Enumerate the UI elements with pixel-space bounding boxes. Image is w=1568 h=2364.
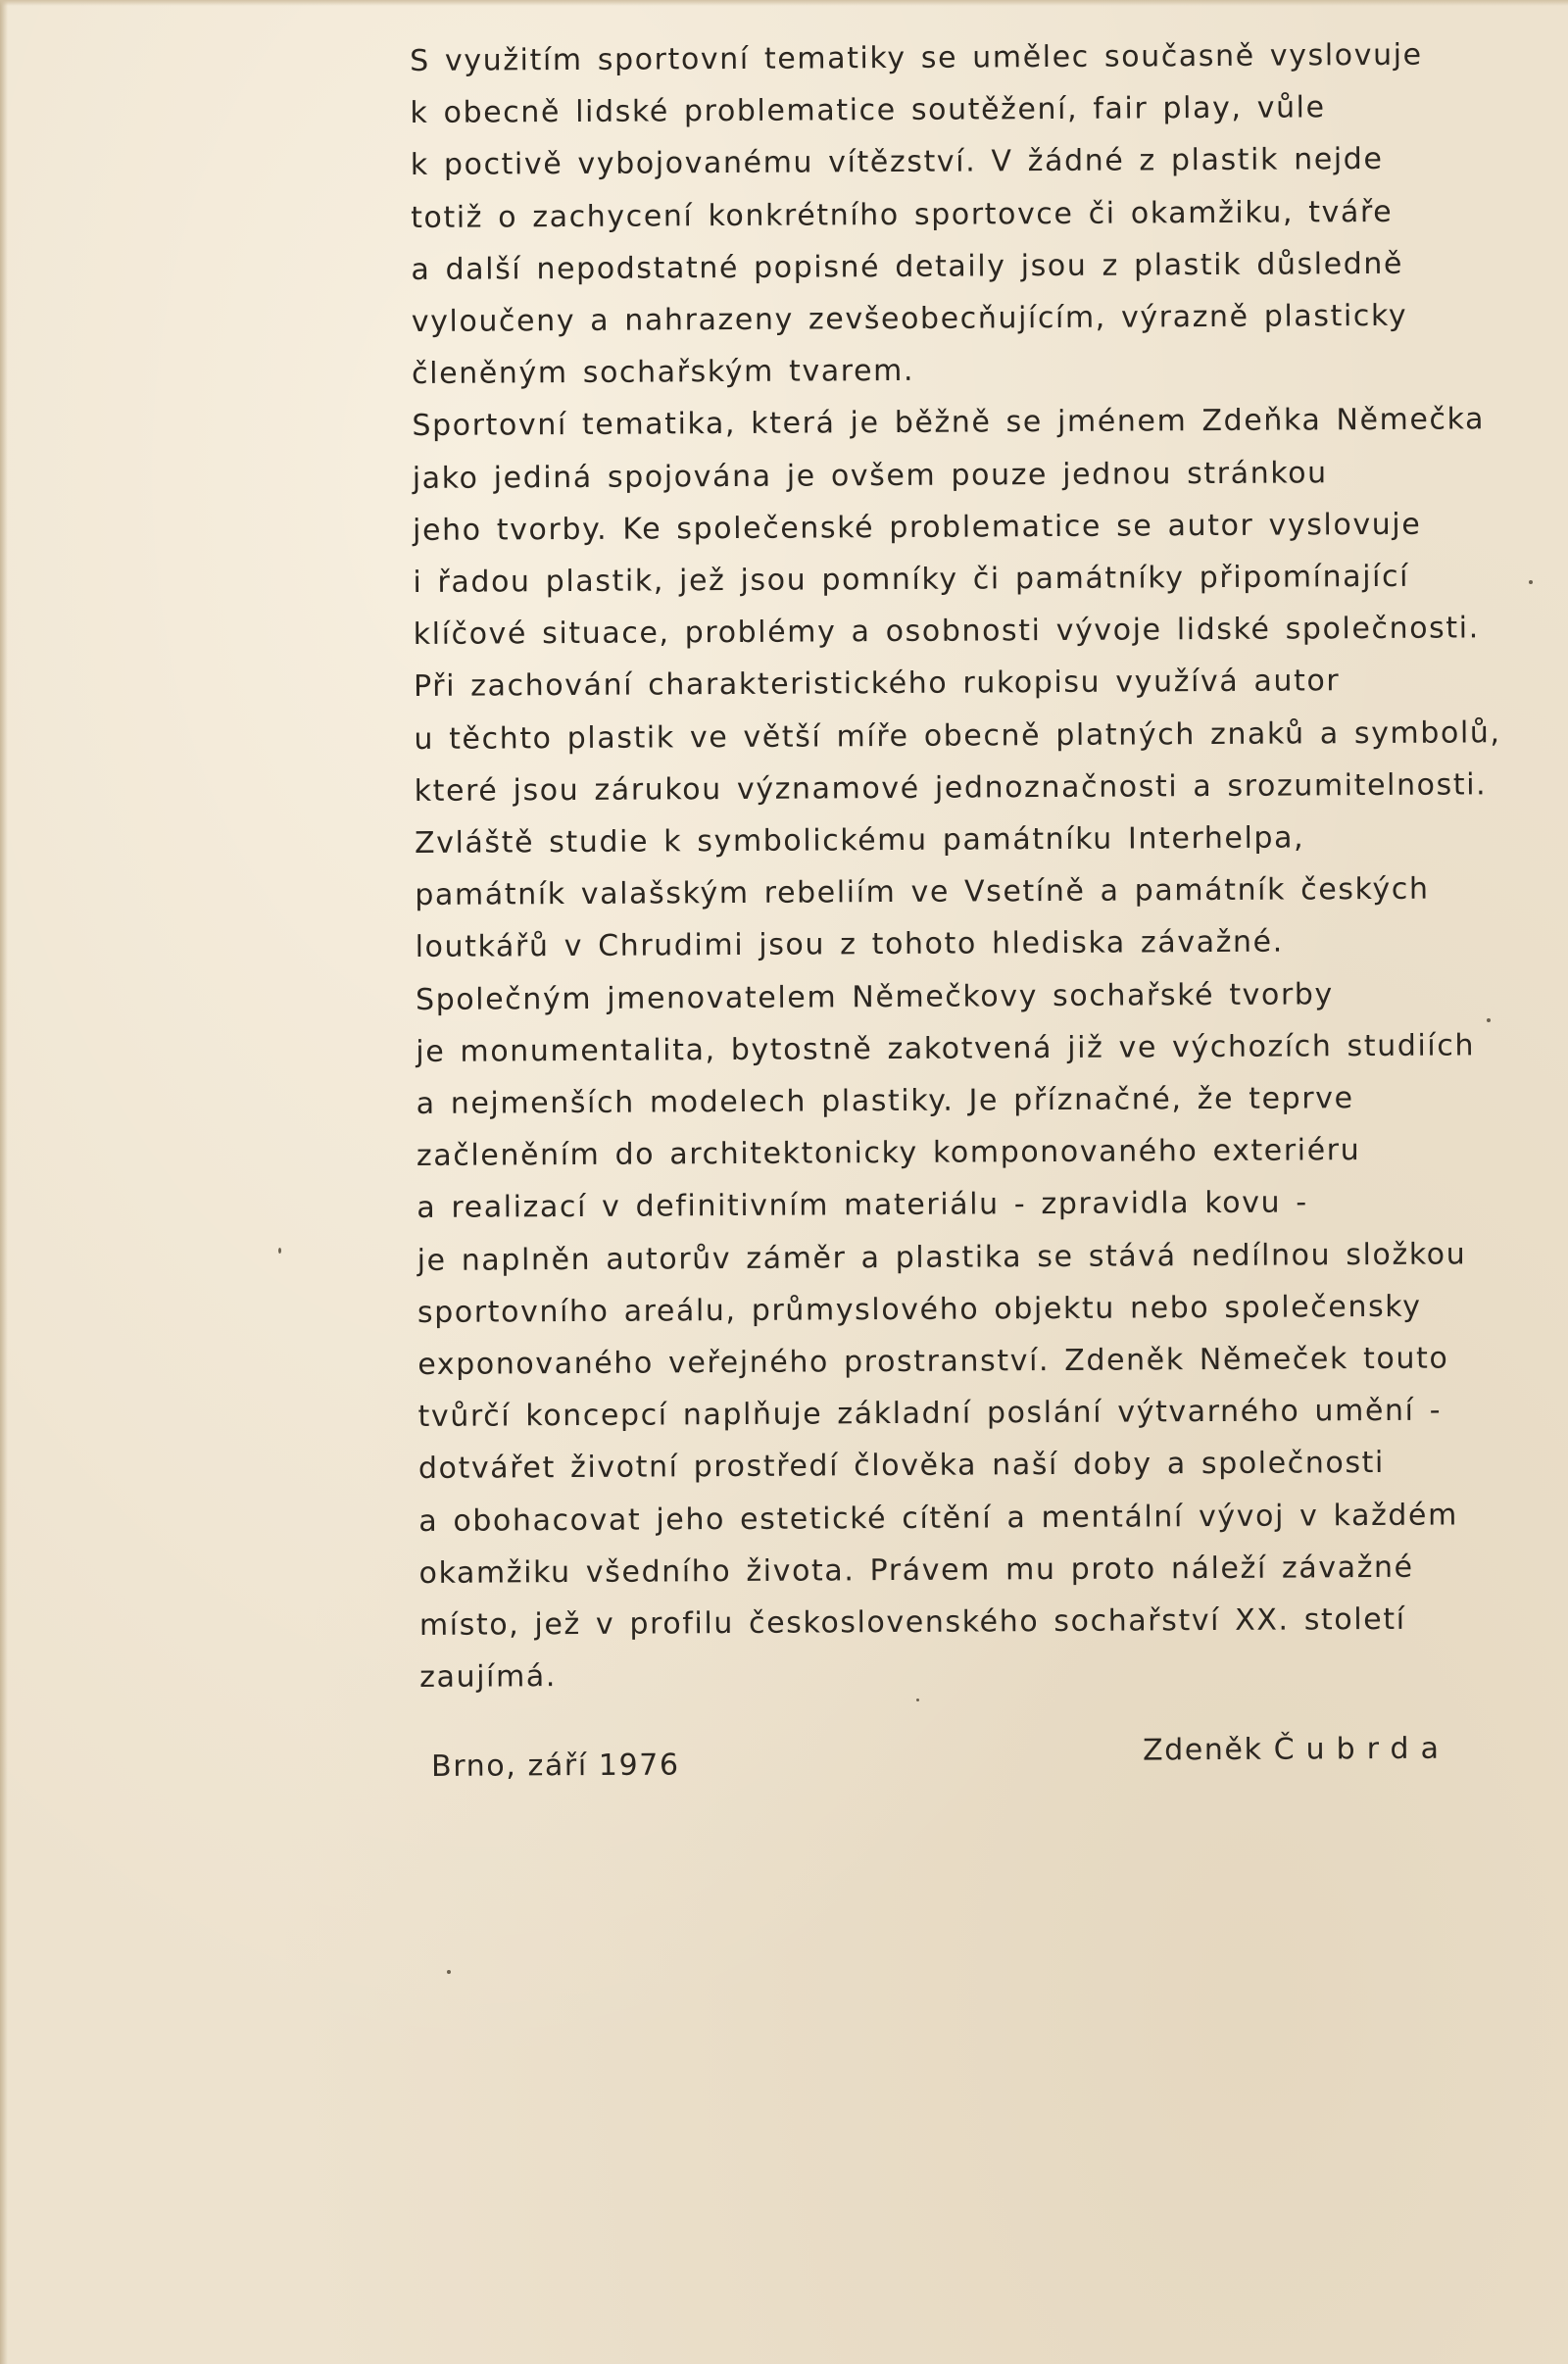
paper-speck [447, 1970, 451, 1974]
text-line: Při zachování charakteristického rukopisu využívá autor [413, 664, 1341, 705]
page-top-edge-shadow [0, 0, 1568, 6]
text-line: totiž o zachycení konkrétního sportovce či okamžiku, tváře [411, 194, 1394, 235]
text-line: vyloučeny a nahrazeny zevšeobecňujícím, výrazně plasticky [411, 298, 1408, 340]
text-line: S využitím sportovní tematiky se umělec současně vyslovuje [410, 37, 1423, 78]
text-line: a nejmenších modelech plastiky. Je příznačné, že teprve [416, 1081, 1354, 1122]
paper-speck [278, 1248, 281, 1254]
text-line: Sportovní tematika, která je běžně se jménem Zdeňka Němečka [412, 402, 1486, 444]
text-line: a obohacovat jeho estetické cítění a mentální vývoj v každém [418, 1498, 1458, 1539]
text-line: Zvláště studie k symbolickému památníku Interhelpa, [414, 820, 1305, 862]
text-line: exponovaného veřejného prostranství. Zdeněk Němeček touto [417, 1341, 1449, 1383]
signature-row [431, 1731, 1451, 1784]
page-left-edge-shadow [0, 0, 8, 2364]
text-line: je naplněn autorův záměr a plastika se stává nedílnou složkou [416, 1237, 1467, 1278]
text-line: okamžiku všedního života. Právem mu proto náleží závažné [418, 1550, 1414, 1591]
essay-text-block [410, 28, 1501, 1703]
paper-speck [916, 1699, 919, 1701]
text-line: dotvářet životní prostředí člověka naší doby a společnosti [417, 1446, 1386, 1487]
paper-speck [1529, 580, 1533, 584]
text-line: tvůrčí koncepcí naplňuje základní poslání výtvarného umění - [417, 1393, 1443, 1435]
text-line: které jsou zárukou významové jednoznačnosti a srozumitelnosti. [414, 767, 1488, 809]
text-line: místo, jež v profilu československého sochařství XX. století [418, 1601, 1406, 1644]
text-line: u těchto plastik ve větší míře obecně platných znaků a symbolů, [414, 714, 1501, 757]
text-line: i řadou plastik, jež jsou pomníky či památníky připomínající [413, 559, 1410, 601]
text-line: jeho tvorby. Ke společenské problematice se autor vyslovuje [412, 507, 1422, 548]
text-line: zaujímá. [419, 1659, 558, 1696]
text-line: členěným sochařským tvarem. [412, 354, 915, 392]
text-line: je monumentalita, bytostně zakotvená již ve výchozích studiích [416, 1028, 1476, 1069]
text-line: a další nepodstatné popisné detaily jsou z plastik důsledně [411, 246, 1404, 287]
author-signature [1143, 1732, 1450, 1768]
text-line: klíčové situace, problémy a osobnosti vývoje lidské společnosti. [413, 611, 1480, 653]
text-line: k obecně lidské problematice soutěžení, fair play, vůle [410, 90, 1326, 131]
text-line: k poctivě vybojovanému vítězství. V žádné z plastik nejde [410, 142, 1384, 183]
text-line: památník valašským rebeliím ve Vsetíně a památník českých [415, 871, 1430, 913]
place-date: Brno, září 1976 [431, 1748, 680, 1784]
text-line: Společným jmenovatelem Němečkovy sochařské tvorby [415, 976, 1334, 1017]
text-line: a realizací v definitivním materiálu - zpravidla kovu - [416, 1185, 1308, 1226]
text-line: jako jediná spojována je ovšem pouze jednou stránkou [412, 455, 1328, 496]
text-line: sportovního areálu, průmyslového objektu nebo společensky [416, 1289, 1422, 1330]
paper-speck [1487, 1018, 1491, 1022]
author-last-name: Čubrda [1273, 1731, 1451, 1767]
author-first-name: Zdeněk [1142, 1732, 1263, 1768]
text-line: začleněním do architektonicky komponovaného exteriéru [416, 1133, 1361, 1174]
text-line: loutkářů v Chrudimi jsou z tohoto hlediska závažné. [415, 925, 1284, 965]
